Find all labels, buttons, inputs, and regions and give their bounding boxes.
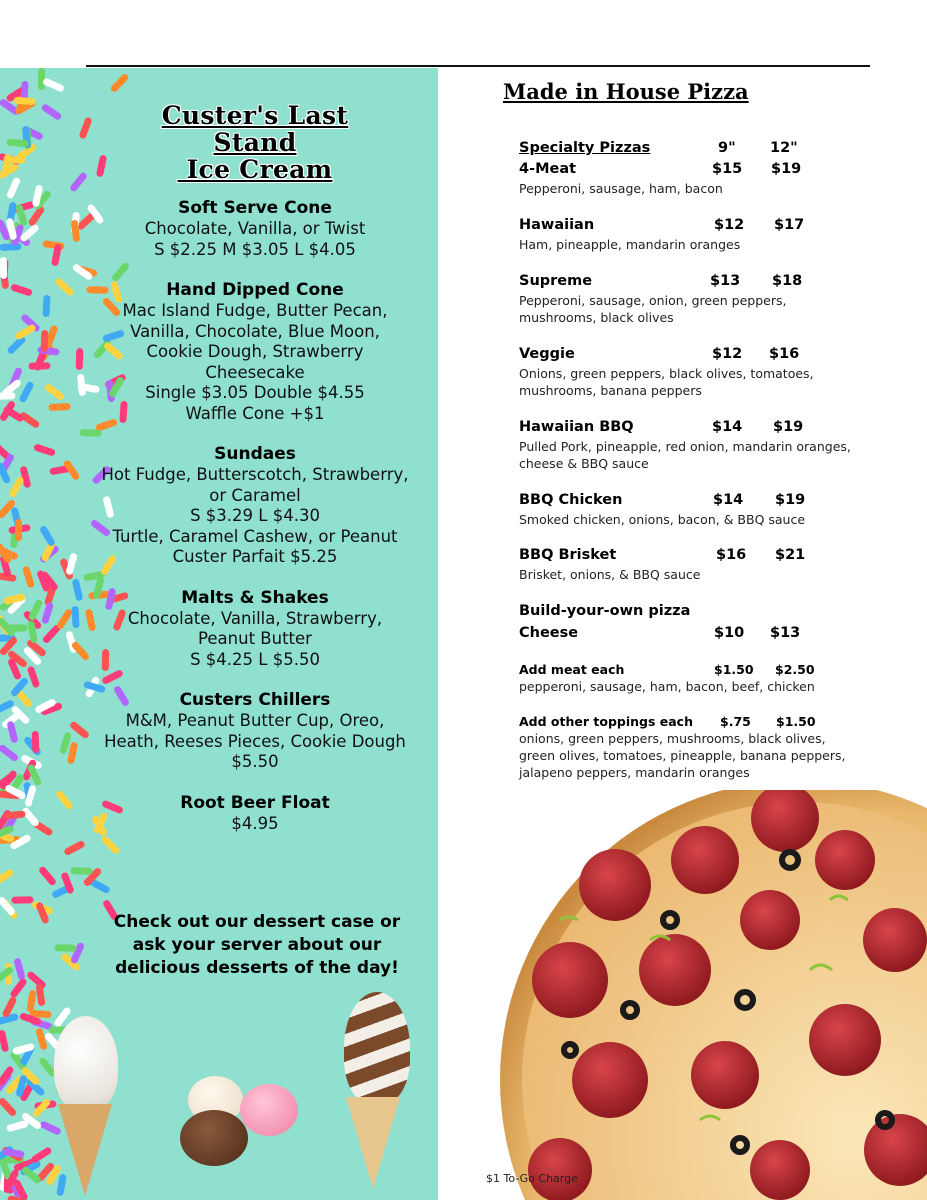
pizza-name: Supreme: [519, 273, 593, 289]
price-12: $16: [769, 346, 800, 362]
price-12: $2.50: [775, 662, 815, 677]
price-12: $1.50: [776, 714, 816, 729]
sprinkle: [40, 330, 48, 352]
section-line: S $4.25 L $5.50: [190, 649, 320, 669]
sprinkle: [71, 867, 93, 875]
section-line: Chocolate, Vanilla, Strawberry, Peanut Butter: [127, 608, 383, 648]
section-line: S $3.29 L $4.30: [190, 506, 320, 525]
sprinkle: [40, 103, 62, 121]
sprinkle: [13, 957, 25, 980]
pizza-description: Brisket, onions, & BBQ sauce: [519, 567, 701, 582]
price-12: $17: [774, 217, 805, 233]
section-heading: Soft Serve Cone: [178, 198, 332, 218]
sprinkle: [6, 139, 29, 148]
specialty-pizzas-label: Specialty Pizzas: [519, 140, 651, 156]
sprinkle: [0, 744, 20, 763]
sprinkle: [6, 720, 18, 743]
sprinkle: [0, 1096, 18, 1117]
ice-cream-scoops-image: [178, 1068, 303, 1168]
sprinkle: [79, 429, 101, 437]
sprinkle: [42, 77, 65, 92]
soft-serve-section: [100, 198, 410, 260]
price-9: $14: [712, 419, 743, 435]
ice-cream-title: [95, 102, 415, 183]
sprinkle: [55, 789, 74, 811]
price-9: $14: [713, 492, 744, 508]
price-12: $19: [775, 492, 806, 508]
ice-cream-title-line: Custer's Last: [161, 101, 349, 130]
sprinkle: [0, 868, 15, 886]
sprinkle: [8, 476, 25, 499]
pizza-name: Cheese: [519, 625, 579, 641]
section-line: Single $3.05 Double $4.55: [145, 383, 365, 402]
price-9: $15: [712, 161, 743, 177]
pizza-description: Pepperoni, sausage, ham, bacon: [519, 181, 723, 196]
top-divider-line: [86, 65, 870, 67]
sprinkle: [72, 578, 84, 601]
pizza-name: Veggie: [519, 346, 575, 362]
ice-cream-menu: [100, 198, 410, 854]
sprinkle: [3, 810, 26, 819]
sprinkle: [78, 116, 92, 139]
pizza-name: Hawaiian: [519, 217, 595, 233]
price-9: $1.50: [714, 662, 754, 677]
size-9-label: 9": [718, 140, 736, 156]
ice-cream-title-line: Ice Cream: [177, 155, 333, 184]
sprinkle: [76, 347, 84, 369]
add-meat-description: pepperoni, sausage, ham, bacon, beef, chicken: [519, 679, 815, 694]
price-9: $10: [714, 625, 745, 641]
sprinkle: [0, 243, 22, 251]
to-go-charge-note: $1 To-Go Charge: [486, 1172, 578, 1185]
pizza-description: Smoked chicken, onions, bacon, & BBQ sauce: [519, 512, 806, 527]
price-9: $12: [714, 217, 745, 233]
add-toppings-description: onions, green peppers, mushrooms, black olives, green olives, tomatoes, pineapple, banana peppers, jalapeno peppers, mandarin oranges: [519, 731, 846, 780]
sprinkle: [55, 944, 77, 952]
sprinkle: [15, 323, 37, 340]
price-12: $21: [775, 547, 806, 563]
section-line: $5.50: [231, 752, 279, 771]
pizza-description: Ham, pineapple, mandarin oranges: [519, 237, 741, 252]
price-9: $12: [712, 346, 743, 362]
section-heading: Sundaes: [214, 444, 296, 464]
pizza-description: Pepperoni, sausage, onion, green peppers, mushrooms, black olives: [519, 293, 787, 325]
sprinkle: [44, 382, 66, 401]
price-12: $18: [772, 273, 803, 289]
sprinkle: [85, 608, 96, 631]
sundaes-section: [100, 444, 410, 568]
sprinkle: [32, 731, 40, 753]
sprinkle: [22, 565, 35, 588]
section-line: Turtle, Caramel Cashew, or Peanut Custer Parfait $5.25: [112, 526, 398, 566]
pepperoni-pizza-image: [500, 790, 927, 1200]
price-12: $19: [771, 161, 802, 177]
sprinkle: [26, 990, 36, 1013]
price-9: $.75: [720, 714, 751, 729]
price-9: $16: [716, 547, 747, 563]
root-beer-float-section: [100, 793, 410, 835]
pizza-name: BBQ Brisket: [519, 547, 617, 563]
add-toppings-label: Add other toppings each: [519, 714, 693, 729]
sprinkle: [6, 177, 21, 200]
pizza-description: Pulled Pork, pineapple, red onion, mandarin oranges, cheese & BBQ sauce: [519, 439, 851, 471]
sprinkle: [10, 283, 33, 296]
sprinkle: [15, 519, 22, 541]
pizza-description: Onions, green peppers, black olives, tomatoes, mushrooms, banana peppers: [519, 366, 814, 398]
ice-cream-panel: [0, 68, 438, 1200]
sprinkle: [27, 665, 41, 688]
sprinkle: [63, 840, 86, 857]
sprinkle: [65, 553, 77, 576]
twist-cone-image: [338, 992, 418, 1192]
pizza-name: BBQ Chicken: [519, 492, 623, 508]
build-your-own-label: Build-your-own pizza: [519, 603, 691, 619]
section-line: S $2.25 M $3.05 L $4.05: [154, 239, 356, 259]
sprinkle: [39, 525, 56, 547]
section-line: Mac Island Fudge, Butter Pecan, Vanilla, Chocolate, Blue Moon, Cookie Dough, Strawberry Cheesecake: [122, 301, 388, 382]
price-12: $13: [770, 625, 801, 641]
section-line: Waffle Cone +$1: [185, 403, 325, 423]
price-12: $19: [773, 419, 804, 435]
sprinkle: [109, 73, 129, 94]
sprinkle: [43, 294, 51, 316]
sprinkle: [71, 606, 79, 628]
size-12-label: 12": [770, 140, 798, 156]
custers-chillers-section: [100, 690, 410, 773]
sprinkle: [68, 171, 87, 193]
sprinkle: [48, 403, 70, 411]
section-line: Chocolate, Vanilla, or Twist: [144, 219, 366, 238]
section-heading: Malts & Shakes: [181, 587, 329, 608]
section-heading: Root Beer Float: [180, 792, 330, 813]
pizza-name: Hawaiian BBQ: [519, 419, 634, 435]
section-line: Hot Fudge, Butterscotch, Strawberry, or Caramel: [101, 465, 409, 505]
section-heading: Hand Dipped Cone: [166, 280, 344, 300]
vanilla-cone-image: [48, 1016, 128, 1200]
ice-cream-title-line: Stand: [213, 128, 297, 157]
sprinkle: [38, 866, 58, 887]
section-heading: Custers Chillers: [179, 690, 331, 710]
price-9: $13: [710, 273, 741, 289]
dessert-case-note: Check out our dessert case or ask your server about our delicious desserts of the day!: [113, 912, 401, 978]
sprinkle: [0, 257, 7, 279]
pizza-menu-title: Made in House Pizza: [503, 79, 749, 104]
sprinkle: [56, 607, 74, 629]
section-line: M&M, Peanut Butter Cup, Oreo, Heath, Reeses Pieces, Cookie Dough: [104, 711, 406, 751]
section-line: $4.95: [231, 813, 279, 833]
malts-shakes-section: [100, 588, 410, 671]
sprinkle: [0, 1029, 9, 1052]
hand-dipped-section: [100, 280, 410, 424]
pizza-name: 4-Meat: [519, 161, 577, 177]
sprinkle: [6, 1120, 29, 1132]
sprinkle: [12, 896, 34, 903]
sprinkle: [41, 601, 54, 624]
sprinkle: [69, 721, 91, 740]
sprinkle: [54, 277, 75, 297]
add-meat-label: Add meat each: [519, 662, 625, 677]
sprinkle: [33, 443, 56, 456]
